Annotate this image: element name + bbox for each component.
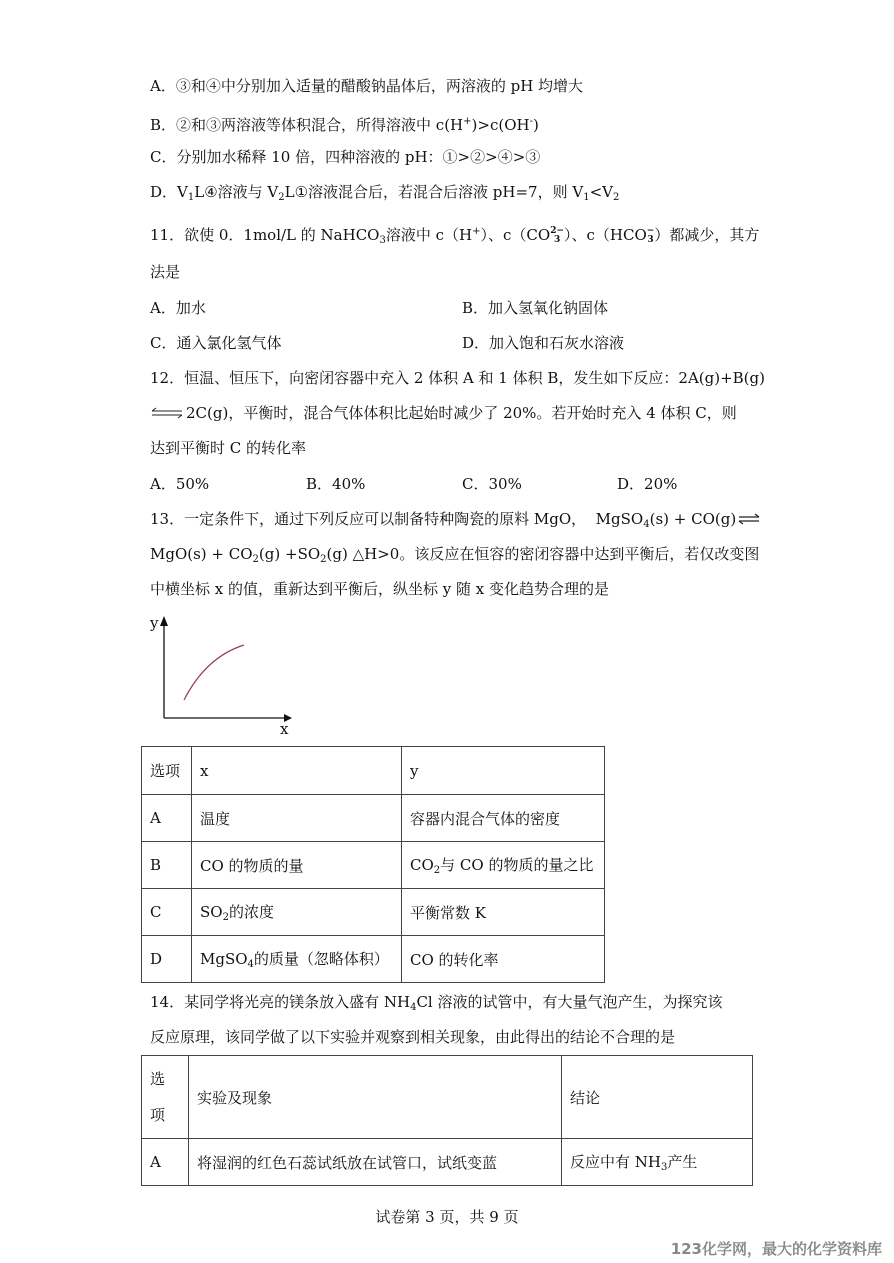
table-cell: C: [142, 889, 192, 936]
q12-option-a: A．50%: [150, 475, 210, 493]
q12-stem-line3: 达到平衡时 C 的转化率: [150, 439, 307, 457]
table-row: [142, 1139, 753, 1186]
table-row: [142, 889, 605, 936]
equilibrium-arrow-icon: [738, 510, 760, 530]
q11-option-a: A．加水: [150, 299, 206, 317]
equilibrium-arrow-icon: [150, 404, 184, 424]
table-cell: CO 的物质的量: [192, 842, 402, 889]
table-cell: $CO_2$与 CO 的物质的量之比: [402, 842, 605, 889]
table-cell: 选 项: [142, 1056, 189, 1139]
table-row: [142, 1056, 753, 1139]
table-cell: 温度: [192, 795, 402, 842]
q12-option-d: D．20%: [617, 475, 678, 493]
q11-option-d: D．加入饱和石灰水溶液: [462, 334, 625, 352]
q13-stem-line1: 13．一定条件下，通过下列反应可以制备特种陶瓷的原料 MgO， MgSO$_4$(s) + CO(g): [150, 509, 760, 535]
table-row: [142, 936, 605, 983]
watermark: 123化学网，最大的化学资料库: [670, 1240, 882, 1258]
table-cell: 反应中有 $NH_3$产生: [562, 1139, 753, 1186]
table-cell: 容器内混合气体的密度: [402, 795, 605, 842]
table-cell: A: [142, 1139, 189, 1186]
table-cell: 选项: [142, 747, 192, 795]
table-cell: 平衡常数 K: [402, 889, 605, 936]
table-cell: B: [142, 842, 192, 889]
q12-option-c: C．30%: [462, 475, 522, 493]
q11-option-c: C．通入氯化氢气体: [150, 334, 282, 352]
table-cell: A: [142, 795, 192, 842]
q13-stem-line3: 中横坐标 x 的值，重新达到平衡后，纵坐标 y 随 x 变化趋势合理的是: [150, 580, 610, 598]
q12-option-b: B．40%: [306, 475, 366, 493]
q12-stem-line2: 2C(g)，平衡时，混合气体体积比起始时减少了 20%。若开始时充入 4 体积 C，则: [150, 403, 737, 424]
table-row: [142, 842, 605, 889]
table-cell: y: [402, 747, 605, 795]
q14-stem-line1: 14．某同学将光亮的镁条放入盛有 $NH_4Cl$ 溶液的试管中，有大量气泡产生，为探究该: [150, 993, 723, 1013]
q10-option-c: C．分别加水稀释 10 倍，四种溶液的 pH：①>②>④>③: [150, 148, 541, 166]
table-cell: $SO_2$的浓度: [192, 889, 402, 936]
table-row: [142, 747, 605, 795]
table-row: [142, 795, 605, 842]
q11-stem: 11．欲使 0．1mol/L 的 NaHCO$_3$溶液中 c（H+）、c（CO2− 3 ）、c（HCO− 3）都减少，其方: [150, 226, 760, 246]
table-cell: 将湿润的红色石蕊试纸放在试管口，试纸变蓝: [189, 1139, 562, 1186]
table-cell: MgSO$_4$的质量（忽略体积）: [192, 936, 402, 983]
table-cell: CO 的转化率: [402, 936, 605, 983]
q10-option-b: B．②和③两溶液等体积混合，所得溶液中 c(H+)>c(OH-): [150, 116, 539, 134]
q10-option-d: D．$V_1L④$溶液与 $V_2L①$溶液混合后，若混合后溶液 pH=7，则 $V_1<V_2$: [150, 183, 620, 203]
page-footer: 试卷第 3 页，共 9 页: [375, 1208, 519, 1226]
q14-options-table: [141, 1055, 753, 1186]
q14-stem-line2: 反应原理，该同学做了以下实验并观察到相关现象，由此得出的结论不合理的是: [150, 1028, 676, 1046]
q10-option-a: A．③和④中分别加入适量的醋酸钠晶体后，两溶液的 pH 均增大: [150, 77, 584, 95]
y-axis-label: y: [150, 614, 159, 632]
q11-stem-cont: 法是: [150, 263, 181, 281]
q13-graph: [140, 612, 300, 738]
y-axis-arrow-icon: [160, 616, 168, 626]
table-cell: D: [142, 936, 192, 983]
q13-options-table: [141, 746, 605, 983]
q13-stem-line2: $MgO(s) + CO_2(g) +SO_2(g)$ △H>0。该反应在恒容的密闭容器中达到平衡后，若仅改变图: [150, 545, 760, 565]
table-cell: x: [192, 747, 402, 795]
q11-option-b: B．加入氢氧化钠固体: [462, 299, 609, 317]
x-axis-label: x: [280, 720, 289, 738]
table-cell: 实验及现象: [189, 1056, 562, 1139]
q12-stem-line1: 12．恒温、恒压下，向密闭容器中充入 2 体积 A 和 1 体积 B，发生如下反应：2A(g)+B(g): [150, 369, 765, 387]
trend-curve: [184, 645, 244, 700]
table-cell: 结论: [562, 1056, 753, 1139]
